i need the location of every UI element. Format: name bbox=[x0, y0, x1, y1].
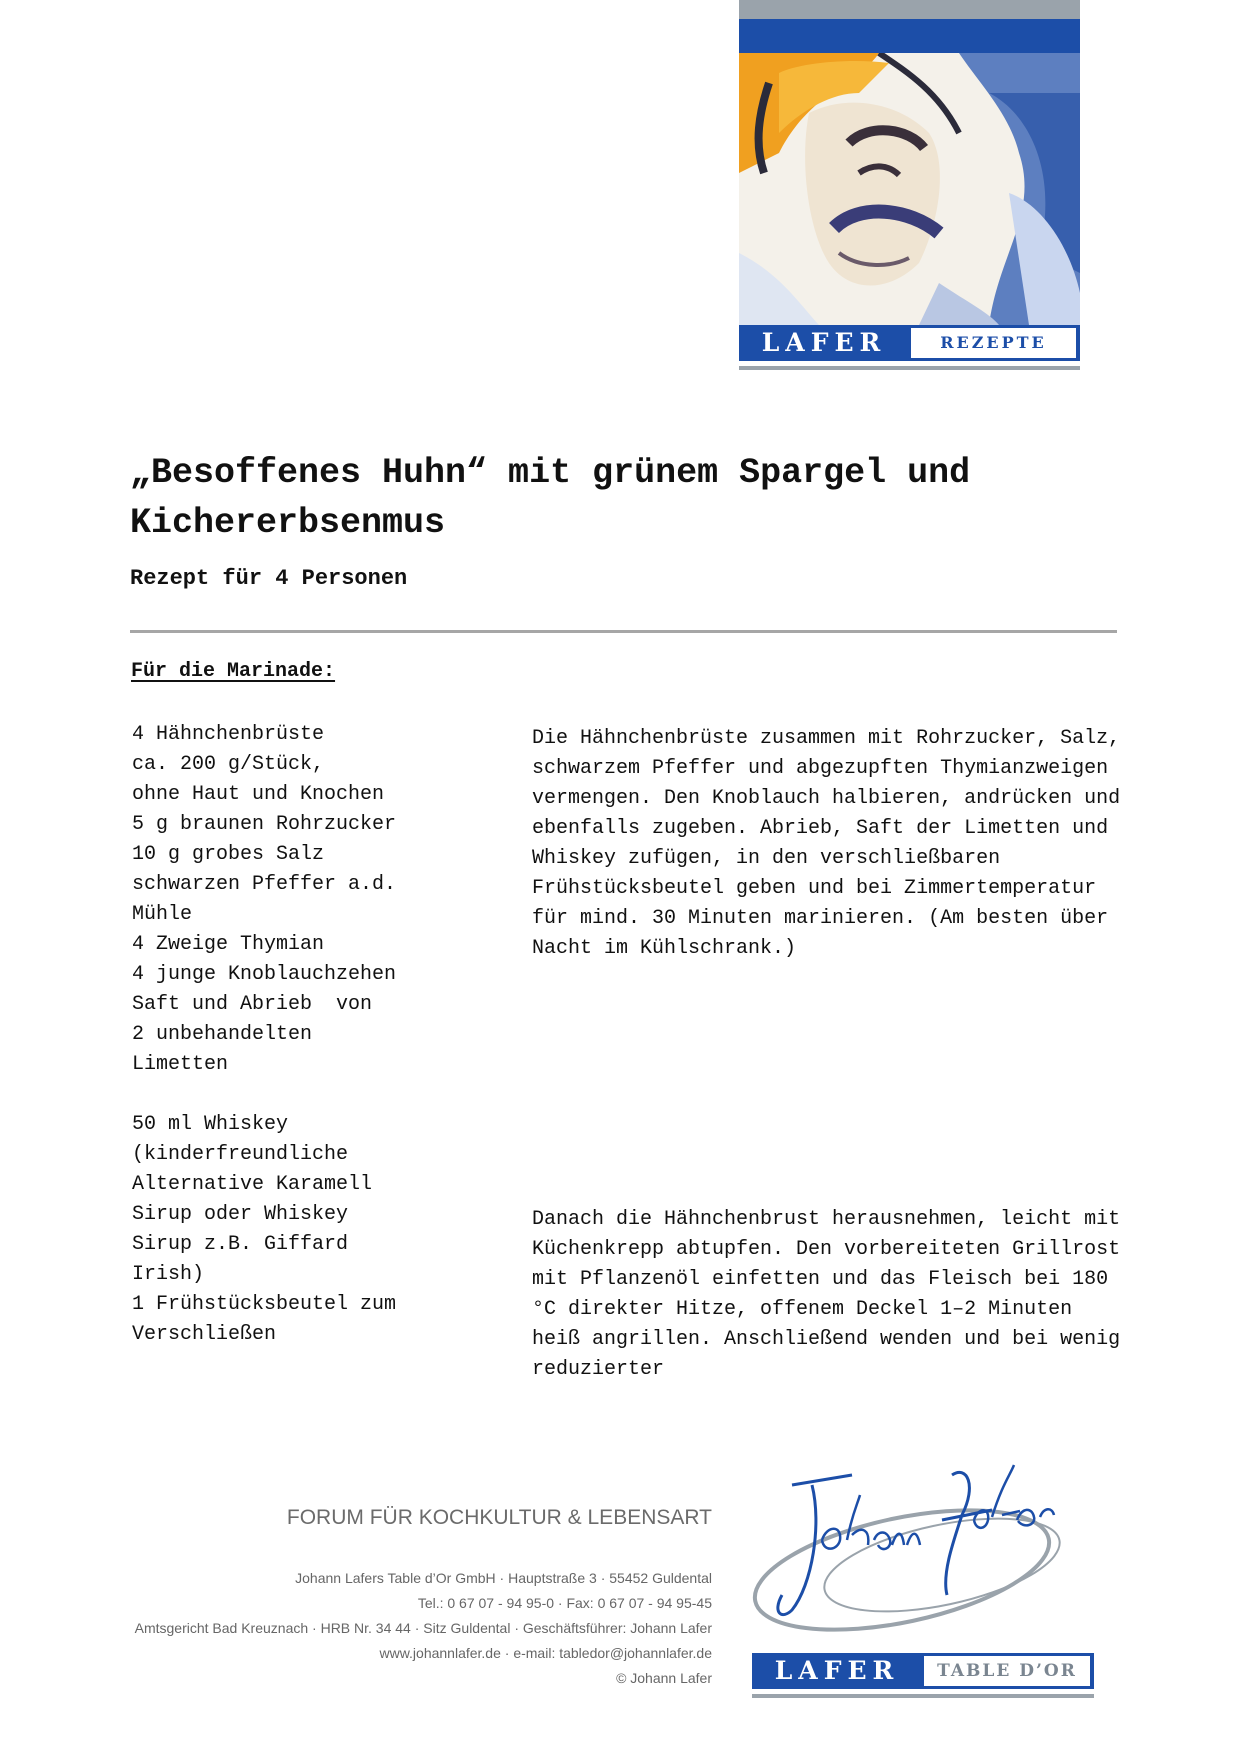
brand-name: LAFER bbox=[774, 1656, 900, 1685]
ingredient-item: Alternative Karamell bbox=[132, 1173, 373, 1196]
ingredient-item: 4 Hähnchenbrüste bbox=[132, 723, 325, 746]
footer-logo bbox=[752, 1445, 1104, 1695]
brand-section: REZEPTE bbox=[911, 328, 1076, 358]
ingredient-item: Sirup oder Whiskey bbox=[132, 1203, 349, 1226]
recipe-title-line-1: „Besoffenes Huhn“ mit grünem Spargel und bbox=[130, 453, 971, 493]
instruction-step-2: Danach die Hähnchenbrust herausnehmen, leicht mit Küchenkrepp abtupfen. Den vorbereiteten Grillrost mit Pflanzenöl einfetten und das Fleisch bei 180 °C direkter Hitze, offenem Deckel 1–2 Minuten heiß angrillen. Anschließend wenden und bei wenig reduzierter bbox=[532, 1208, 1121, 1381]
logo-top-underline bbox=[739, 366, 1080, 370]
footer-web: www.johannlafer.de · e-mail: tabledor@johannlafer.de bbox=[379, 1645, 712, 1661]
footer-register: Amtsgericht Bad Kreuznach · HRB Nr. 34 44 · Sitz Guldental · Geschäftsführer: Johann Lafer bbox=[134, 1620, 712, 1636]
servings: Rezept für 4 Personen bbox=[130, 566, 408, 591]
logo-top-blue-bar bbox=[739, 19, 1080, 53]
ingredient-item: Irish) bbox=[132, 1263, 205, 1286]
marinade-heading: Für die Marinade: bbox=[131, 660, 336, 683]
ingredient-item: 5 g braunen Rohrzucker bbox=[132, 813, 397, 836]
ingredient-item: Sirup z.B. Giffard bbox=[132, 1233, 349, 1256]
recipe-title-line-2: Kichererbsenmus bbox=[130, 503, 446, 543]
ingredient-item: 10 g grobes Salz bbox=[132, 843, 325, 866]
footer-copyright: © Johann Lafer bbox=[616, 1670, 712, 1686]
ingredient-item: Mühle bbox=[132, 903, 193, 926]
ingredient-item: 2 unbehandelten bbox=[132, 1023, 313, 1046]
ingredient-item: Verschließen bbox=[132, 1323, 277, 1346]
recipe-title bbox=[130, 448, 1110, 548]
portrait-painting bbox=[739, 53, 1080, 325]
ingredient-item: schwarzen Pfeffer a.d. bbox=[132, 873, 397, 896]
divider bbox=[130, 630, 1117, 633]
ingredient-item: (kinderfreundliche bbox=[132, 1143, 349, 1166]
lafer-brand-bar bbox=[752, 1653, 1094, 1689]
ingredient-item: 50 ml Whiskey bbox=[132, 1113, 289, 1136]
logo-bottom-underline bbox=[752, 1694, 1094, 1698]
ingredient-item: Saft und Abrieb von bbox=[132, 993, 373, 1016]
footer-forum-tagline: FORUM FÜR KOCHKULTUR & LEBENSART bbox=[286, 1506, 712, 1529]
ingredient-list bbox=[132, 720, 492, 1350]
lafer-brand-bar bbox=[739, 325, 1080, 361]
brand-name: LAFER bbox=[761, 328, 887, 357]
brand-section: TABLE D’OR bbox=[924, 1656, 1090, 1686]
ingredient-item: 4 Zweige Thymian bbox=[132, 933, 325, 956]
ingredient-item: ca. 200 g/Stück, bbox=[132, 753, 325, 776]
logo-top-gray-bar bbox=[739, 0, 1080, 19]
ingredient-item: Limetten bbox=[132, 1053, 229, 1076]
signature-icon bbox=[752, 1445, 1104, 1645]
footer-company: Johann Lafers Table d’Or GmbH · Hauptstraße 3 · 55452 Guldental bbox=[295, 1570, 712, 1586]
ingredient-item: ohne Haut und Knochen bbox=[132, 783, 385, 806]
ingredient-item: 4 junge Knoblauchzehen bbox=[132, 963, 397, 986]
ingredient-item: 1 Frühstücksbeutel zum bbox=[132, 1293, 397, 1316]
footer-phone: Tel.: 0 67 07 - 94 95-0 · Fax: 0 67 07 - 94 95-45 bbox=[417, 1595, 712, 1611]
header-logo bbox=[739, 0, 1080, 372]
instruction-step-1: Die Hähnchenbrüste zusammen mit Rohrzucker, Salz, schwarzem Pfeffer und abgezupften Thymianzweigen vermengen. Den Knoblauch halbieren, andrücken und ebenfalls zugeben. Abrieb, Saft der Limetten und Whiskey zufügen, in den verschließbaren Frühstücksbeutel geben und bei Zimmertemperatur für mind. 30 Minuten marinieren. (Am besten über Nacht im Kühlschrank.) bbox=[532, 727, 1121, 960]
